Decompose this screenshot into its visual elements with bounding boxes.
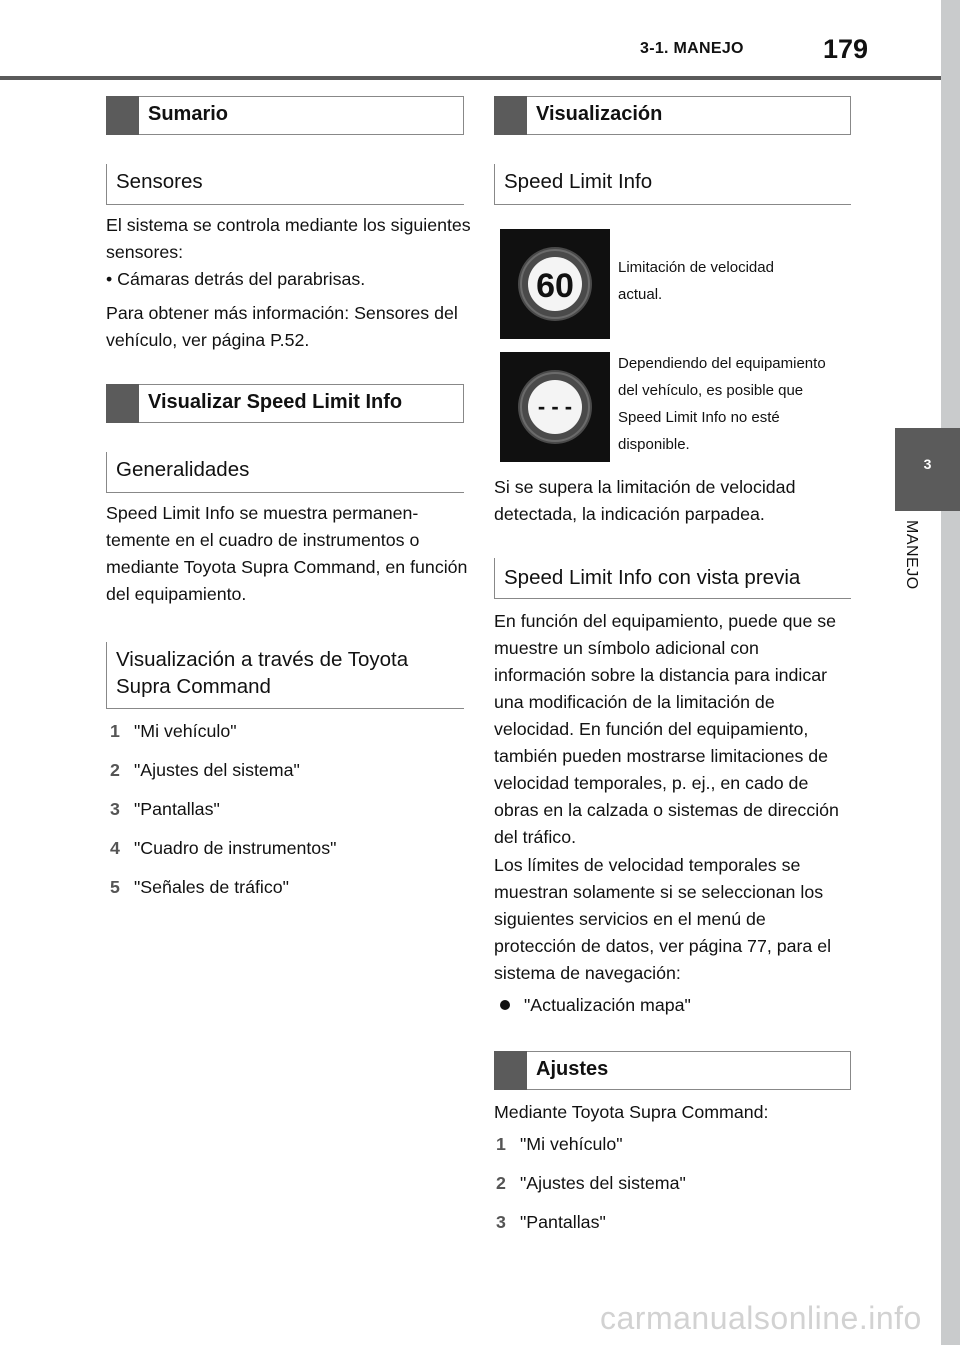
speed-sign-value: 60 xyxy=(536,267,574,305)
subheading-speed-limit-info xyxy=(494,164,851,205)
speed-limit-unavailable-image xyxy=(500,352,610,462)
speed-sign-value: - - - xyxy=(537,394,573,419)
ajustes-intro: Mediante Toyota Supra Command: xyxy=(494,1102,769,1122)
bullet-icon xyxy=(500,1000,510,1010)
sensores-bullet: • Cámaras detrás del parabrisas. xyxy=(106,269,366,289)
sign2-caption: Dependiendo del equipamiento del vehículo, es posible que Speed Limit Info no esté disponible. xyxy=(618,355,826,453)
section-marker xyxy=(494,1051,527,1090)
header-rule xyxy=(0,76,960,80)
step-label: "Mi vehículo" xyxy=(134,721,237,741)
section-title: Visualización xyxy=(536,103,663,125)
list-item xyxy=(496,1170,686,1197)
section-header-sumario xyxy=(106,96,464,135)
subheading-title: Visualización a través de Toyota Supra Command xyxy=(116,648,409,698)
step-label: "Cuadro de instrumentos" xyxy=(134,838,337,858)
list-item xyxy=(500,992,691,1019)
subheading-title: Generalidades xyxy=(116,458,250,481)
sensores-more-info: Para obtener más información: Sensores del vehículo, ver página P.52. xyxy=(106,303,458,350)
section-header-visualizar xyxy=(106,384,464,423)
bullet-label: "Actualización mapa" xyxy=(524,995,691,1015)
chapter-number: 3 xyxy=(923,456,932,472)
step-label: "Señales de tráfico" xyxy=(134,877,289,897)
preview-services-text: Los límites de velocidad temporales se muestran solamente si se seleccionan los siguientes servicios en el menú de protección de datos, ver página 77, para el sistema de navegación: xyxy=(494,855,832,983)
speed-sign-icon xyxy=(500,352,610,462)
list-item xyxy=(496,1131,623,1158)
section-header-visualizacion xyxy=(494,96,851,135)
speed-limit-text: Si se supera la limitación de velocidad detectada, la indicación parpadea. xyxy=(494,477,796,524)
step-label: "Mi vehículo" xyxy=(520,1134,623,1154)
chapter-label: MANEJO xyxy=(903,520,920,590)
section-label: 3-1. MANEJO xyxy=(640,40,744,57)
sign1-caption: Limitación de velocidad actual. xyxy=(618,259,774,303)
list-item xyxy=(110,835,336,862)
watermark: carmanualsonline.info xyxy=(600,1300,922,1336)
subheading-title: Sensores xyxy=(116,170,203,193)
sensores-text: El sistema se controla mediante los siguientes sensores: xyxy=(106,215,471,262)
section-title: Ajustes xyxy=(536,1058,609,1080)
chapter-side-bar xyxy=(941,0,960,1345)
speed-sign-icon xyxy=(500,229,610,339)
step-label: "Pantallas" xyxy=(134,799,220,819)
section-marker xyxy=(106,96,139,135)
section-header-ajustes xyxy=(494,1051,851,1090)
subheading-preview xyxy=(494,558,851,599)
section-marker xyxy=(494,96,527,135)
step-number: 3 xyxy=(496,1212,506,1232)
step-label: "Ajustes del sistema" xyxy=(520,1173,686,1193)
subheading-generalidades xyxy=(106,452,464,493)
section-title: Visualizar Speed Limit Info xyxy=(148,391,403,413)
step-label: "Pantallas" xyxy=(520,1212,606,1232)
subheading-title: Speed Limit Info xyxy=(504,170,653,193)
subheading-title: Speed Limit Info con vista previa xyxy=(504,566,801,589)
preview-text: En función del equipamiento, puede que se muestre un símbolo adicional con información sobre la distancia para indicar una modificación de la limitación de velocidad. En función del equipamiento, también pueden mostrarse limitaciones de velocidad temporales, p. ej., en cado de obras en la calzada o sistemas de dirección del tráfico. xyxy=(494,611,839,847)
step-label: "Ajustes del sistema" xyxy=(134,760,300,780)
speed-limit-60-image xyxy=(500,229,610,339)
step-number: 2 xyxy=(496,1173,506,1193)
generalidades-text: Speed Limit Info se muestra permanentemente en el cuadro de instrumentos o mediante Toyota Supra Command, en función del equipamiento. xyxy=(106,503,468,604)
step-number: 5 xyxy=(110,877,120,897)
step-number: 1 xyxy=(496,1134,506,1154)
list-item xyxy=(110,874,289,901)
list-item xyxy=(110,757,300,784)
subheading-via-command xyxy=(106,642,464,709)
list-item xyxy=(496,1209,606,1236)
step-number: 4 xyxy=(110,838,120,858)
subheading-sensores xyxy=(106,164,464,205)
step-number: 2 xyxy=(110,760,120,780)
step-number: 1 xyxy=(110,721,120,741)
list-item xyxy=(110,718,237,745)
list-item xyxy=(110,796,220,823)
step-number: 3 xyxy=(110,799,120,819)
section-title: Sumario xyxy=(148,103,229,125)
section-marker xyxy=(106,384,139,423)
page-number: 179 xyxy=(823,34,869,64)
